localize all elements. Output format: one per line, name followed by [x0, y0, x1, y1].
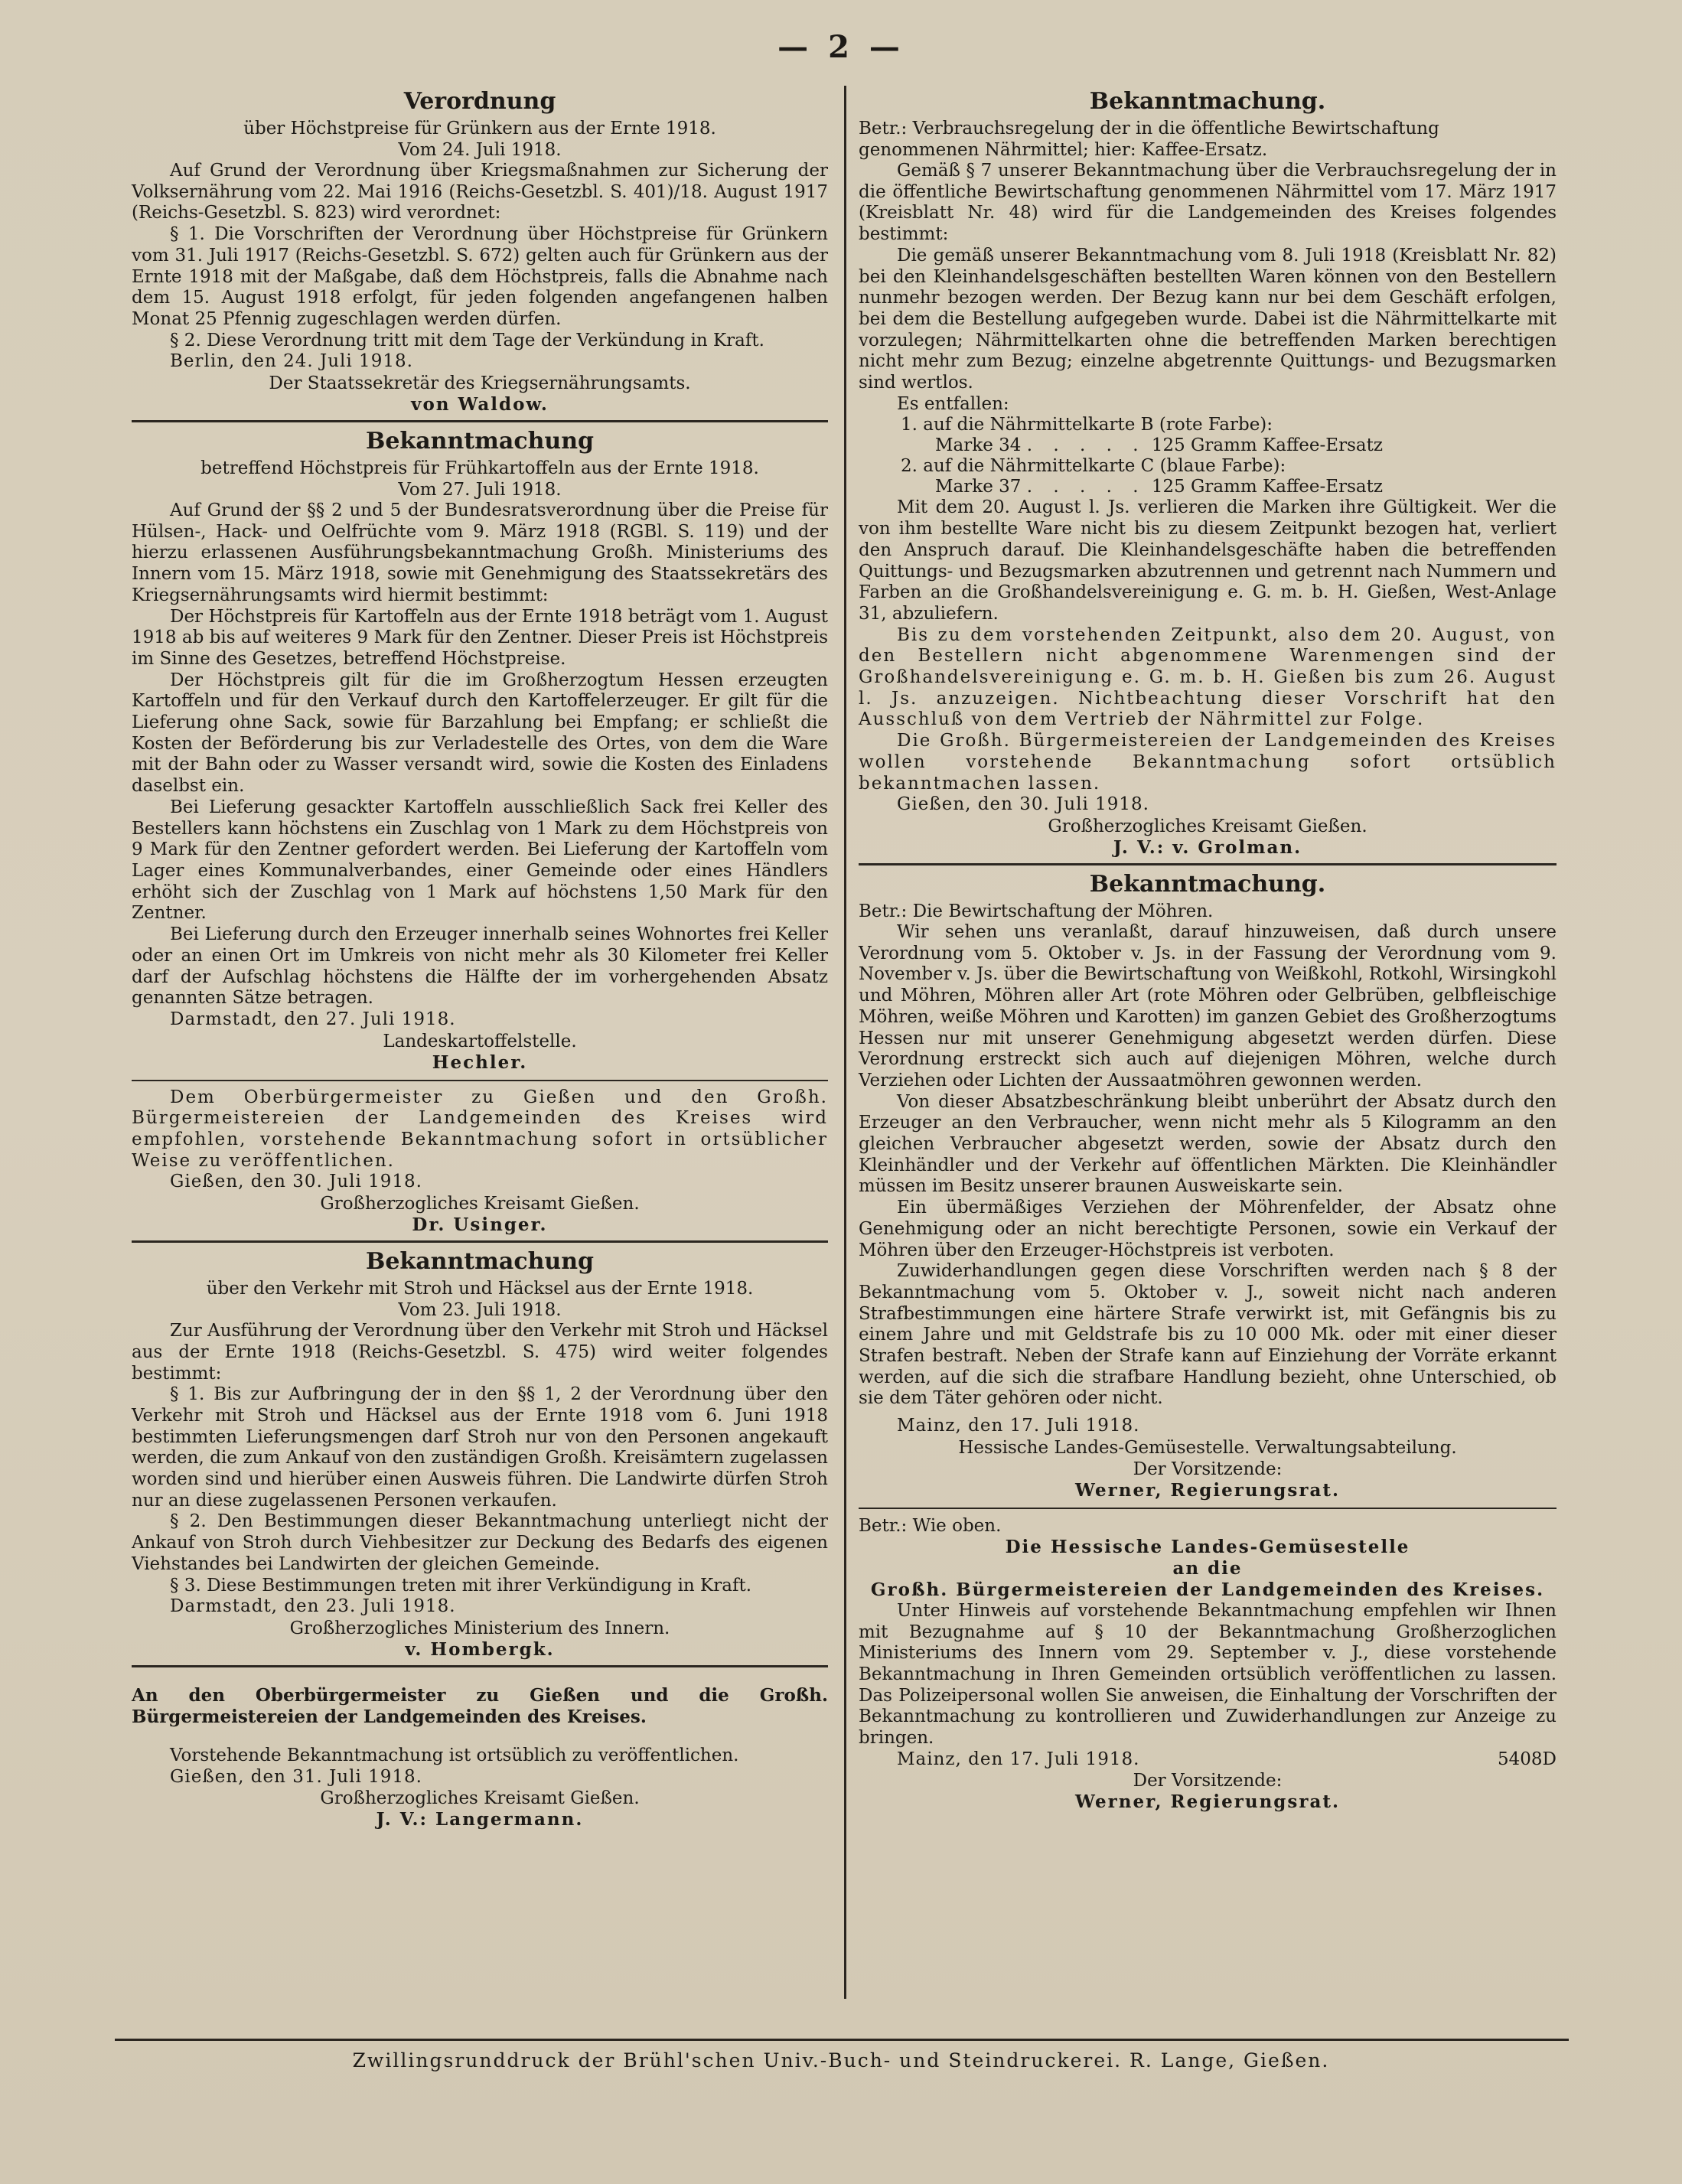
place-date: Gießen, den 30. Juli 1918. — [897, 794, 1149, 815]
article-stroh-haecksel — [132, 1247, 828, 1661]
marke-label: Marke 34 — [935, 435, 1022, 456]
paragraph: Die gemäß unserer Bekanntmachung vom 8. Juli 1918 (Kreisblatt Nr. 82) bei den Kleinhandelsgeschäften bestellten Waren können von den Bestellern nunmehr bezogen werden. Der Bezug kann nur bei dem Geschäft erfolgen, bei dem die Bestellung aufgegeben wurde. Dabei ist die Nährmittelkarte mit vorzulegen; Nährmittelkarten ohne die betreffenden Marken berechtigen nicht mehr zum Bezug; einzelne abgetrennte Quittungs- und Bezugsmarken sind wertlos. — [859, 245, 1557, 393]
signature-office: Großherzogliches Kreisamt Gießen. — [320, 1788, 640, 1809]
subject-line: Betr.: Die Bewirtschaftung der Möhren. — [859, 901, 1214, 921]
signature-name: Werner, Regierungsrat. — [1075, 1479, 1340, 1501]
paragraph: § 1. Bis zur Aufbringung der in den §§ 1, 2 der Verordnung über den Verkehr mit Stroh und Häcksel aus der Ernte 1918 vom 6. Juni 1918 bestimmten Lieferungsmengen darf Stroh nur von den Personen angekauft werden, die zum Ankauf von den zuständigen Großh. Kreisämtern zugelassen worden sind und hierüber einen Ausweis führen. Die Landwirte dürfen Stroh nur an diese zugelassenen Personen verkaufen. — [132, 1384, 828, 1511]
signature-name: von Waldow. — [411, 394, 549, 416]
marke-value: 125 Gramm Kaffee-Ersatz — [1151, 435, 1383, 456]
article-divider — [132, 420, 828, 422]
paragraph: Auf Grund der Verordnung über Kriegsmaßnahmen zur Sicherung der Volksernährung vom 22. Mai 1916 (Reichs-Gesetzbl. S. 401)/18. August 1917 (Reichs-Gesetzbl. S. 823) wird verordnet: — [132, 161, 828, 223]
paragraph: § 1. Die Vorschriften der Verordnung über Höchstpreise für Grünkern vom 31. Juli 1917 (Reichs-Gesetzbl. S. 672) gelten auch für Grünkern aus der Ernte 1918 mit der Maßgabe, daß dem Höchstpreis, falls die Abnahme nach dem 15. August 1918 erfolgt, für jeden folgenden angefangenen halben Monat 25 Pfennig zugeschlagen werden dürfen. — [132, 224, 828, 329]
place-date: Darmstadt, den 23. Juli 1918. — [170, 1596, 456, 1617]
article-title: Verordnung — [403, 88, 556, 115]
paragraph: Unter Hinweis auf vorstehende Bekanntmachung empfehlen wir Ihnen mit Bezugnahme auf § 10 der Bekanntmachung Großherzoglichen Ministeriums des Innern vom 29. September v. J., diese vorstehende Bekanntmachung in Ihren Gemeinden ortsüblich veröffentlichen zu lassen. Das Polizeipersonal wollen Sie anweisen, die Einhaltung der Vorschriften der Bekanntmachung zu kontrollieren und Zuwiderhandlungen zur Anzeige zu bringen. — [859, 1600, 1557, 1749]
paragraph: Bis zu dem vorstehenden Zeitpunkt, also dem 20. August, von den Bestellern nicht abgenommene Warenmengen sind der Großhandelsvereinigung e. G. m. b. H. Gießen bis zum 26. August l. Js. anzuzeigen. Nichtbeachtung dieser Vorschrift hat den Ausschluß von dem Vertrieb der Nährmittel zur Folge. — [859, 624, 1557, 730]
article-title: Bekanntmachung. — [1089, 88, 1326, 115]
reference-number: 5408D — [1498, 1749, 1557, 1769]
signature-role: Der Vorsitzende: — [1133, 1459, 1283, 1479]
address-heading: Großh. Bürgermeistereien der Landgemeinden des Kreises. — [870, 1579, 1545, 1600]
signature-name: v. Hombergk. — [405, 1638, 555, 1660]
paragraph: Wir sehen uns veranlaßt, darauf hinzuweisen, daß durch unsere Verordnung vom 5. Oktober v. Js. in der Fassung der Verordnung vom 9. November v. Js. über die Bewirtschaftung von Weißkohl, Rotkohl, Wirsingkohl und Möhren, Möhren aller Art (rote Möhren oder Gelbrüben, gelbfleischige Möhren, weiße Möhren und Karotten) im ganzen Gebiet des Großherzogtums Hessen nur mit unserer Genehmigung abgesetzt werden dürfen. Diese Verordnung erstreckt sich auch auf diejenigen Möhren, welche durch Verziehen oder Lichten der Aussaatmöhren gewonnen werden. — [859, 921, 1557, 1090]
paragraph: Bei Lieferung gesackter Kartoffeln ausschließlich Sack frei Keller des Bestellers kann höchstens ein Zuschlag von 1 Mark zu dem Höchstpreis von 9 Mark für den Zentner gefordert werden. Bei Lieferung der Kartoffeln vom Lager eines Kommunalverbandes, einer Gemeinde oder eines Händlers erhöht sich der Zuschlag von 1 Mark auf höchstens 1,50 Mark für den Zentner. — [132, 797, 828, 924]
signature-name: J. V.: Langermann. — [376, 1809, 584, 1830]
signature-name: Werner, Regierungsrat. — [1075, 1791, 1340, 1813]
marke-label: Marke 37 — [935, 477, 1022, 497]
article-divider — [859, 1508, 1557, 1509]
article-kreisamt-notice-1 — [132, 1087, 828, 1237]
article-subtitle: betreffend Höchstpreis für Frühkartoffeln aus der Ernte 1918. — [200, 458, 759, 479]
article-moehren — [859, 870, 1557, 1501]
paragraph: Auf Grund der §§ 2 und 5 der Bundesratsverordnung über die Preise für Hülsen-, Hack- und Oelfrüchte vom 9. März 1918 (RGBl. S. 119) und der hierzu erlassenen Ausführungsbekanntmachung Großh. Ministeriums des Innern vom 15. März 1918, sowie mit Genehmigung des Staatssekretärs des Kriegsernährungsamts wird hiermit bestimmt: — [132, 500, 828, 605]
column-divider — [844, 86, 846, 1999]
article-kaffee-ersatz — [859, 87, 1557, 859]
article-subtitle: über den Verkehr mit Stroh und Häcksel aus der Ernte 1918. — [206, 1279, 754, 1299]
signature-office: Großherzogliches Ministerium des Innern. — [289, 1618, 670, 1638]
leader-dots: . . . . . — [1026, 435, 1146, 456]
page-number: — 2 — — [777, 29, 905, 65]
address-heading: An den Oberbürgermeister zu Gießen und die Großh. Bürgermeistereien der Landgemeinden des Kreises. — [132, 1684, 828, 1727]
place-date: Gießen, den 31. Juli 1918. — [170, 1766, 422, 1787]
right-column — [859, 86, 1557, 1813]
signature-name: J. V.: v. Grolman. — [1113, 836, 1302, 858]
paragraph: § 2. Den Bestimmungen dieser Bekanntmachung unterliegt nicht der Ankauf von Stroh durch Viehbesitzer zur Deckung des Bedarfs des eigenen Viehstandes bei Landwirten der gleichen Gemeinde. — [132, 1511, 828, 1574]
place-date: Berlin, den 24. Juli 1918. — [170, 351, 413, 372]
article-divider — [132, 1080, 828, 1081]
leader-dots: . . . . . — [1026, 477, 1146, 497]
signature-office: Großherzogliches Kreisamt Gießen. — [1048, 816, 1367, 836]
article-date: Vom 27. Juli 1918. — [398, 480, 562, 500]
signature-office: Großherzogliches Kreisamt Gießen. — [320, 1194, 640, 1214]
paragraph: Es entfallen: — [897, 393, 1009, 414]
paragraph: Dem Oberbürgermeister zu Gießen und den Großh. Bürgermeistereien der Landgemeinden des Kreises wird empfohlen, vorstehende Bekanntmachung sofort in ortsüblicher Weise zu veröffentlichen. — [132, 1087, 828, 1171]
signature-office: Der Staatssekretär des Kriegsernährungsamts. — [269, 373, 691, 394]
printer-imprint: Zwillingsrunddruck der Brühl'schen Univ.-Buch- und Steindruckerei. R. Lange, Gießen. — [352, 2049, 1330, 2072]
article-divider — [132, 1240, 828, 1243]
signature-name: Hechler. — [432, 1051, 528, 1073]
address-heading: Die Hessische Landes-Gemüsestelle — [1005, 1536, 1410, 1557]
article-divider — [132, 1665, 828, 1667]
place-date: Mainz, den 17. Juli 1918. — [897, 1749, 1140, 1769]
signature-name: Dr. Usinger. — [412, 1214, 548, 1236]
signature-role: Der Vorsitzende: — [1133, 1771, 1283, 1791]
article-title: Bekanntmachung — [365, 1248, 594, 1276]
marke-value: 125 Gramm Kaffee-Ersatz — [1151, 477, 1383, 497]
article-verordnung-gruenkern — [132, 87, 828, 416]
address-heading: an die — [1172, 1557, 1243, 1579]
article-date: Vom 24. Juli 1918. — [398, 140, 562, 160]
article-kreisamt-notice-2 — [132, 1685, 828, 1830]
article-subtitle: über Höchstpreise für Grünkern aus der Ernte 1918. — [243, 119, 716, 139]
signature-office: Hessische Landes-Gemüsestelle. Verwaltungsabteilung. — [958, 1437, 1457, 1458]
left-column — [132, 86, 828, 1830]
paragraph: Der Höchstpreis für Kartoffeln aus der Ernte 1918 beträgt vom 1. August 1918 ab bis auf weiteres 9 Mark für den Zentner. Dieser Preis ist Höchstpreis im Sinne des Gesetzes, betreffend Höchstpreise. — [132, 606, 828, 669]
list-item: 1. auf die Nährmittelkarte B (rote Farbe): — [901, 415, 1273, 435]
footer-divider — [115, 2039, 1569, 2041]
paragraph: Von dieser Absatzbeschränkung bleibt unberührt der Absatz durch den Erzeuger an den Verbraucher, wenn nicht mehr als 5 Kilogramm an den gleichen Verbraucher abgesetzt werden, sowie der Absatz durch den Kleinhändler und der Verkehr auf öffentlichen Märkten. Die Kleinhändler müssen im Besitz unserer braunen Ausweiskarte sein. — [859, 1091, 1557, 1197]
article-title: Bekanntmachung — [365, 428, 594, 455]
paragraph: Zuwiderhandlungen gegen diese Vorschriften werden nach § 8 der Bekanntmachung vom 5. Oktober v. J., soweit nicht nach anderen Strafbestimmungen eine härtere Strafe verwirkt ist, mit Gefängnis bis zu einem Jahre und mit Geldstrafe bis zu 10 000 Mk. oder mit einer dieser Strafen bestraft. Neben der Strafe kann auf Einziehung der Vorräte erkannt werden, auf die sich die strafbare Handlung bezieht, ohne Unterschied, ob sie dem Täter gehören oder nicht. — [859, 1261, 1557, 1409]
paragraph: Zur Ausführung der Verordnung über den Verkehr mit Stroh und Häcksel aus der Ernte 1918 (Reichs-Gesetzbl. S. 475) wird weiter folgendes bestimmt: — [132, 1321, 828, 1384]
place-date: Mainz, den 17. Juli 1918. — [897, 1416, 1140, 1436]
list-item: 2. auf die Nährmittelkarte C (blaue Farbe): — [901, 456, 1286, 477]
place-date: Gießen, den 30. Juli 1918. — [170, 1172, 422, 1192]
paragraph: § 2. Diese Verordnung tritt mit dem Tage der Verkündung in Kraft. — [170, 330, 764, 350]
place-and-reference — [859, 1749, 1557, 1771]
list-subitem — [859, 477, 1557, 497]
paragraph: Gemäß § 7 unserer Bekanntmachung über die Verbrauchsregelung der in die öffentliche Bewirtschaftung genommenen Nährmittel vom 17. März 1917 (Kreisblatt Nr. 48) wird für die Landgemeinden des Kreises folgendes bestimmt: — [859, 161, 1557, 245]
subject-line: Betr.: Wie oben. — [859, 1515, 1002, 1536]
paragraph: Der Höchstpreis gilt für die im Großherzogtum Hessen erzeugten Kartoffeln und für den Verkauf durch den Kartoffelerzeuger. Er gilt für die Lieferung ohne Sack, sowie für Barzahlung bei Empfang; er schließt die Kosten der Beförderung bis zur Verladestelle des Ortes, von dem die Ware mit der Bahn oder zu Wasser versandt wird, sowie die Kosten des Einladens daselbst ein. — [132, 670, 828, 797]
article-divider — [859, 863, 1557, 865]
signature-office: Landeskartoffelstelle. — [383, 1031, 577, 1051]
paragraph: Bei Lieferung durch den Erzeuger innerhalb seines Wohnortes frei Keller oder an einen Ort im Umkreis von nicht mehr als 30 Kilometer frei Keller darf der Aufschlag höchstens die Hälfte der im vorhergehenden Absatz genannten Sätze betragen. — [132, 924, 828, 1009]
paragraph: Ein übermäßiges Verziehen der Möhrenfelder, der Absatz ohne Genehmigung oder an nicht berechtigte Personen, sowie ein Verkauf der Möhren über den Erzeuger-Höchstpreis ist verboten. — [859, 1198, 1557, 1260]
paragraph: Mit dem 20. August l. Js. verlieren die Marken ihre Gültigkeit. Wer die von ihm bestellte Ware nicht bis zu diesem Zeitpunkt bezogen hat, verliert den Anspruch darauf. Die Kleinhandelsgeschäfte haben die betreffenden Quittungs- und Bezugsmarken abzutrennen und getrennt nach Nummern und Farben an die Großhandelsvereinigung e. G. m. b. H. Gießen, West-Anlage 31, abzuliefern. — [859, 497, 1557, 624]
article-title: Bekanntmachung. — [1089, 870, 1326, 898]
paragraph: Vorstehende Bekanntmachung ist ortsüblich zu veröffentlichen. — [170, 1745, 739, 1765]
article-fruehkartoffeln — [132, 427, 828, 1074]
subject-line: Betr.: Verbrauchsregelung der in die öffentliche Bewirtschaftung genommenen Nährmittel; hier: Kaffee-Ersatz. — [859, 119, 1439, 160]
paragraph: § 3. Diese Bestimmungen treten mit ihrer Verkündigung in Kraft. — [170, 1575, 752, 1596]
paragraph: Die Großh. Bürgermeistereien der Landgemeinden des Kreises wollen vorstehende Bekanntmachung sofort ortsüblich bekanntmachen lassen. — [859, 731, 1557, 794]
article-landes-gemuesestelle — [859, 1515, 1557, 1814]
list-subitem — [859, 435, 1557, 456]
article-date: Vom 23. Juli 1918. — [398, 1300, 562, 1321]
place-date: Darmstadt, den 27. Juli 1918. — [170, 1009, 456, 1029]
